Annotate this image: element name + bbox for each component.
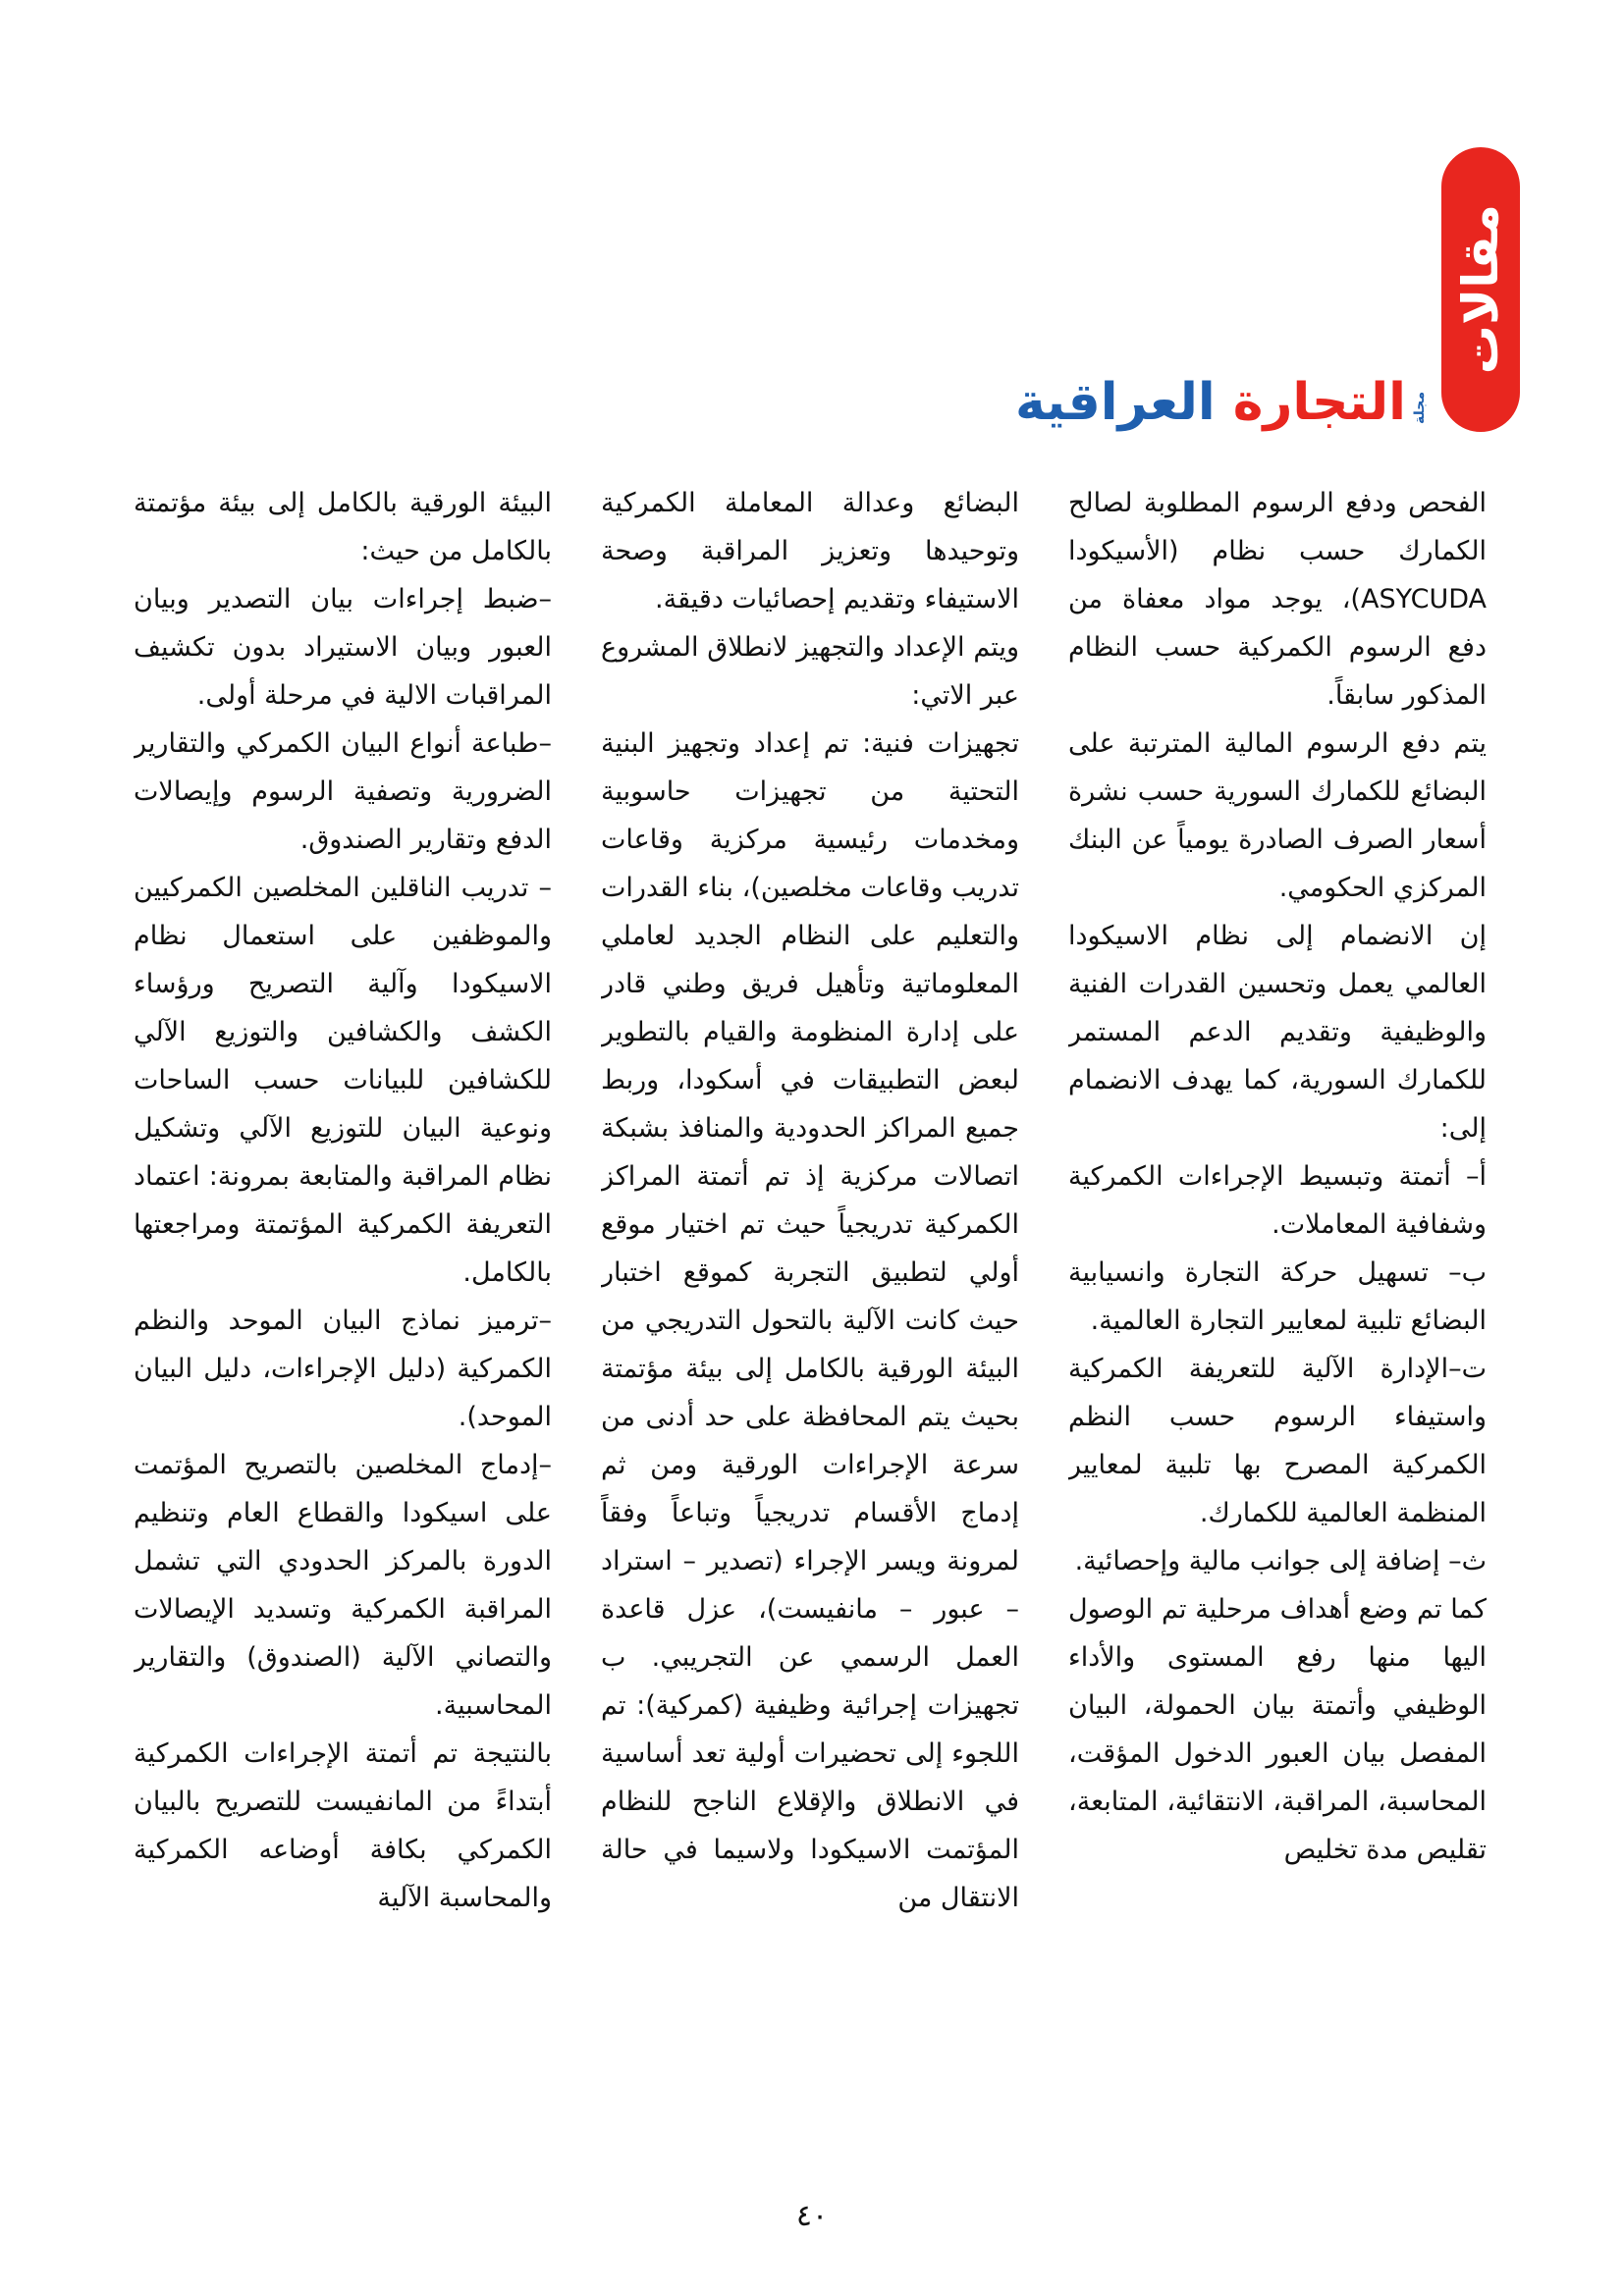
section-label: مقالات (1452, 204, 1509, 375)
page-number: ٤٠ (795, 2199, 829, 2233)
article-paragraph: كما تم وضع أهداف مرحلية تم الوصول اليها منها رفع المستوى والأداء الوظيفي وأتمتة بيان الحمولة، البيان المفصل بيان العبور الدخول المؤقت، المحاسبة، المراقبة، الانتقائية، المتابعة، تقليص مدة تخليص (1068, 1594, 1487, 1865)
magazine-name-part2: العراقية (1014, 373, 1216, 432)
article-paragraph: ت–الإدارة الآلية للتعريفة الكمركية واستيفاء الرسوم حسب النظم الكمركية المصرح بها تلبية لمعايير المنظمة العالمية للكمارك. (1068, 1354, 1487, 1528)
article-paragraph: بالنتيجة تم أتمتة الإجراءات الكمركية أبتداءً من المانفيست للتصريح بالبيان الكمركي بكافة أوضاعه الكمركية والمحاسبة الآلية (134, 1738, 552, 1913)
article-paragraph: ث– إضافة إلى جوانب مالية وإحصائية. (1074, 1546, 1487, 1576)
article-paragraph: أ– أتمتة وتبسيط الإجراءات الكمركية وشفافية المعاملات. (1068, 1161, 1487, 1240)
article-paragraph: يتم دفع الرسوم المالية المترتبة على البضائع للكمارك السورية حسب نشرة أسعار الصرف الصادرة يومياً عن البنك المركزي الحكومي. (1068, 728, 1487, 903)
article-paragraph: ويتم الإعداد والتجهيز لانطلاق المشروع عبر الاتي: (601, 632, 1019, 711)
article-paragraph: تجهيزات فنية: تم إعداد وتجهيز البنية التحتية من تجهيزات حاسوبية ومخدمات رئيسية مركزية وقاعات تدريب وقاعات مخلصين)، بناء القدرات والتعليم على النظام الجديد لعاملي المعلوماتية وتأهيل فريق وطني قادر على إدارة المنظومة والقيام بالتطوير لبعض التطبيقات في أسكودا، وربط جميع المراكز الحدودية والمنافذ بشبكة اتصالات مركزية إذ تم أتمتة المراكز الكمركية تدريجياً حيث تم اختيار موقع أولي لتطبيق التجربة كموقع اختبار حيث كانت الآلية بالتحول التدريجي من البيئة الورقية بالكامل إلى بيئة مؤتمتة بحيث يتم المحافظة على حد أدنى من سرعة الإجراءات الورقية ومن ثم إدماج الأقسام تدريجياً وتباعاً وفقاً لمرونة ويسر الإجراء (تصدير – استراد – عبور – مانفيست)، عزل قاعدة العمل الرسمي عن التجريبي. ب تجهيزات إجرائية وظيفية (كمركية): تم اللجوء إلى تحضيرات أولية تعد أساسية في الانطلاق والإقلاع الناجح للنظام المؤتمت الاسيكودا ولاسيما في حالة الانتقال من (601, 728, 1019, 1913)
article-column-2 (601, 479, 1019, 2177)
article-paragraph: البيئة الورقية بالكامل إلى بيئة مؤتمتة بالكامل من حيث: (134, 488, 552, 566)
article-paragraph: – تدريب الناقلين المخلصين الكمركيين والموظفين على استعمال نظام الاسيكودا وآلية التصريح ورؤساء الكشف والكشافين والتوزيع الآلي للكشافين للبيانات حسب الساحات ونوعية البيان للتوزيع الآلي وتشكيل نظام المراقبة والمتابعة بمرونة: اعتماد التعريفة الكمركية المؤتمتة ومراجعتها بالكامل. (134, 873, 552, 1288)
article-paragraph: إن الانضمام إلى نظام الاسيكودا العالمي يعمل وتحسين القدرات الفنية والوظيفية وتقديم الدعم المستمر للكمارك السورية، كما يهدف الانضمام إلى: (1068, 921, 1487, 1144)
article-paragraph: البضائع وعدالة المعاملة الكمركية وتوحيدها وتعزيز المراقبة وصحة الاستيفاء وتقديم إحصائيات دقيقة. (601, 488, 1019, 614)
magazine-small-label: مجلة (1412, 392, 1428, 424)
article-column-3 (134, 479, 552, 2177)
article-paragraph: ب– تسهيل حركة التجارة وانسيابية البضائع تلبية لمعايير التجارة العالمية. (1068, 1257, 1487, 1336)
article-paragraph: الفحص ودفع الرسوم المطلوبة لصالح الكمارك حسب نظام (الأسيكودا ASYCUDA)، يوجد مواد معفاة من دفع الرسوم الكمركية حسب النظام المذكور سابقاً. (1068, 488, 1487, 711)
magazine-logo (1014, 361, 1428, 432)
section-tab (1441, 147, 1520, 432)
article-columns (134, 479, 1487, 2177)
article-paragraph: –ضبط إجراءات بيان التصدير وبيان العبور وبيان الاستيراد بدون تكشيف المراقبات الالية في مرحلة أولى. (134, 584, 552, 711)
article-paragraph: –ترميز نماذج البيان الموحد والنظم الكمركية (دليل الإجراءات، دليل البيان الموحد). (134, 1306, 552, 1432)
article-paragraph: –إدماج المخلصين بالتصريح المؤتمت على اسيكودا والقطاع العام وتنظيم الدورة بالمركز الحدودي التي تشمل المراقبة الكمركية وتسديد الإيصالات والتصاني الآلية (الصندوق) والتقارير المحاسبية. (134, 1450, 552, 1721)
article-paragraph: –طباعة أنواع البيان الكمركي والتقارير الضرورية وتصفية الرسوم وإيصالات الدفع وتقارير الصندوق. (134, 728, 552, 855)
magazine-name-part1: التجارة (1232, 373, 1406, 432)
article-column-1 (1068, 479, 1487, 2177)
magazine-name (1014, 373, 1406, 432)
